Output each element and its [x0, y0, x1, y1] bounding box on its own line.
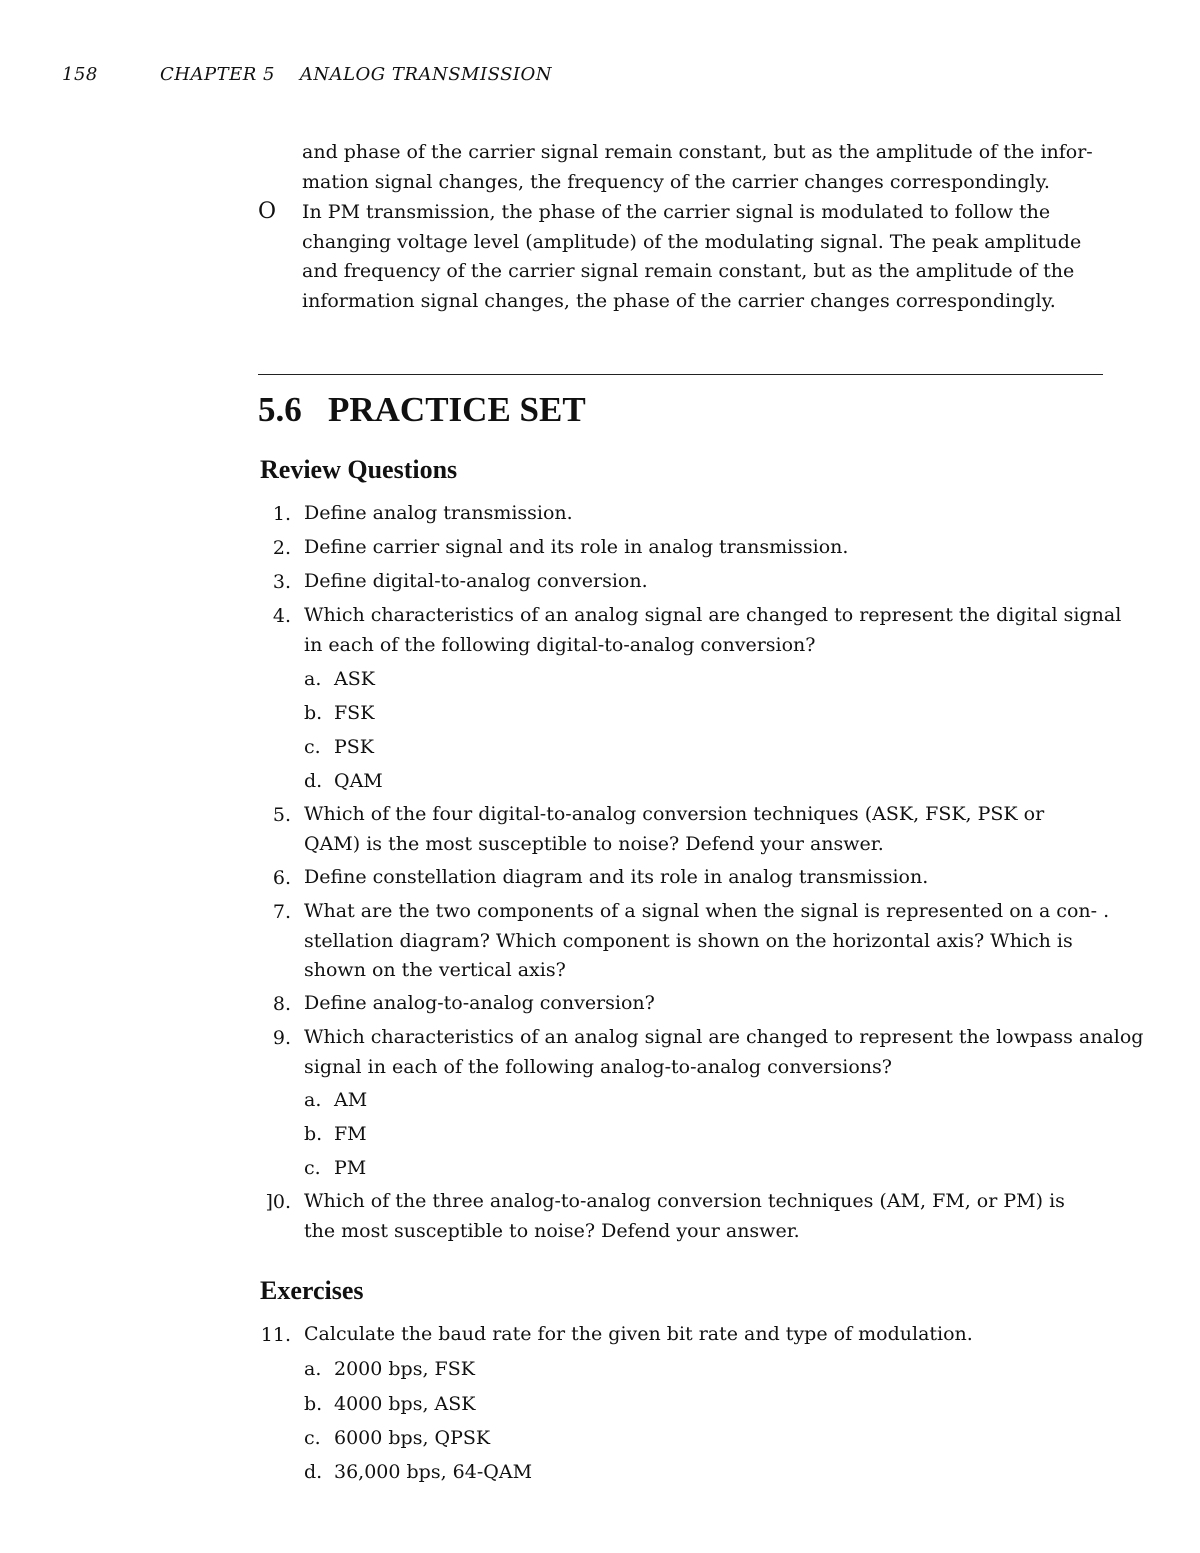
question-2 [304, 533, 1104, 563]
question-number: 3. [272, 571, 291, 593]
item-label: c. [304, 1157, 321, 1179]
section-divider [258, 374, 1103, 375]
list-item [304, 668, 375, 690]
list-item [304, 1157, 366, 1179]
question-number: 1. [272, 503, 291, 525]
text-line: Define carrier signal and its role in analog transmission. [304, 536, 849, 558]
text-line: Define analog transmission. [304, 502, 573, 524]
item-label: b. [304, 702, 323, 724]
question-4 [304, 601, 1122, 660]
text-line: Define analog-to-analog conversion? [304, 992, 655, 1014]
list-item [304, 1427, 490, 1449]
question-7 [304, 897, 1110, 986]
item-text: PM [334, 1157, 367, 1179]
list-item [304, 736, 374, 758]
text-line: Calculate the baud rate for the given bit rate and type of modulation. [304, 1323, 973, 1345]
text-line: Which characteristics of an analog signal are changed to represent the digital signal [304, 604, 1122, 626]
item-text: QAM [334, 770, 383, 792]
text-line: stellation diagram? Which component is shown on the horizontal axis? Which is [304, 929, 1073, 952]
question-11 [304, 1320, 1104, 1350]
question-number: 7. [272, 901, 291, 923]
list-item [304, 702, 374, 724]
question-number: ]0. [265, 1191, 291, 1213]
text-line: mation signal changes, the frequency of the carrier changes correspondingly. [302, 170, 1050, 193]
text-line: and phase of the carrier signal remain constant, but as the amplitude of the infor- [302, 141, 1093, 163]
text-line: Define digital-to-analog conversion. [304, 570, 648, 592]
item-text: 2000 bps, FSK [334, 1358, 475, 1380]
pm-paragraph [302, 198, 1102, 316]
text-line: QAM) is the most susceptible to noise? Defend your answer. [304, 832, 884, 855]
text-line: in each of the following digital-to-analog conversion? [304, 633, 816, 656]
item-text: FSK [334, 702, 375, 724]
list-item [304, 1358, 475, 1380]
fm-paragraph [302, 138, 1102, 197]
review-questions-heading: Review Questions [260, 455, 458, 484]
item-text: AM [334, 1089, 368, 1111]
bullet-marker: O [258, 199, 277, 224]
section-title: 5.6 PRACTICE SET [258, 390, 586, 429]
item-text: 6000 bps, QPSK [334, 1427, 491, 1449]
item-text: 4000 bps, ASK [334, 1393, 476, 1415]
text-line: and frequency of the carrier signal remain constant, but as the amplitude of the [302, 260, 1075, 282]
text-line: shown on the vertical axis? [304, 959, 566, 981]
text-line: Which of the four digital-to-analog conversion techniques (ASK, FSK, PSK or [304, 803, 1045, 825]
item-label: b. [304, 1123, 323, 1145]
question-8 [304, 989, 1104, 1019]
item-text: 36,000 bps, 64-QAM [334, 1461, 533, 1483]
question-1 [304, 499, 1104, 529]
list-item [304, 1089, 367, 1111]
text-line: What are the two components of a signal when the signal is represented on a con- . [304, 900, 1110, 922]
question-number: 9. [272, 1027, 291, 1049]
list-item [304, 1393, 475, 1415]
running-title: CHAPTER 5 ANALOG TRANSMISSION [160, 64, 553, 85]
question-number: 4. [272, 605, 291, 627]
question-3 [304, 567, 1104, 597]
item-label: a. [304, 1358, 322, 1380]
list-item [304, 770, 383, 792]
item-text: FM [334, 1123, 367, 1145]
item-label: a. [304, 668, 322, 690]
item-label: d. [304, 770, 323, 792]
page-number: 158 [62, 64, 98, 85]
list-item [304, 1123, 367, 1145]
text-line: changing voltage level (amplitude) of the modulating signal. The peak amplitude [302, 230, 1082, 253]
item-text: ASK [334, 668, 375, 690]
question-6 [304, 863, 1104, 893]
exercises-heading: Exercises [260, 1276, 364, 1305]
question-5 [304, 800, 1104, 859]
item-text: PSK [334, 736, 374, 758]
question-number: 8. [272, 993, 291, 1015]
item-label: a. [304, 1089, 322, 1111]
question-number: 6. [272, 867, 291, 889]
text-line: signal in each of the following analog-to-analog conversions? [304, 1055, 892, 1078]
question-number: 11. [260, 1324, 291, 1346]
text-line: Define constellation diagram and its role in analog transmission. [304, 866, 929, 888]
question-10 [304, 1187, 1104, 1246]
text-line: information signal changes, the phase of the carrier changes correspondingly. [302, 289, 1056, 312]
question-number: 2. [272, 537, 291, 559]
question-number: 5. [272, 804, 291, 826]
list-item [304, 1461, 532, 1483]
item-label: d. [304, 1461, 323, 1483]
question-9 [304, 1023, 1144, 1082]
item-label: c. [304, 736, 321, 758]
text-line: Which characteristics of an analog signal are changed to represent the lowpass analog [304, 1026, 1144, 1048]
text-line: Which of the three analog-to-analog conversion techniques (AM, FM, or PM) is [304, 1190, 1065, 1212]
text-line: the most susceptible to noise? Defend your answer. [304, 1219, 800, 1242]
item-label: b. [304, 1393, 323, 1415]
item-label: c. [304, 1427, 321, 1449]
text-line: In PM transmission, the phase of the carrier signal is modulated to follow the [302, 201, 1051, 223]
